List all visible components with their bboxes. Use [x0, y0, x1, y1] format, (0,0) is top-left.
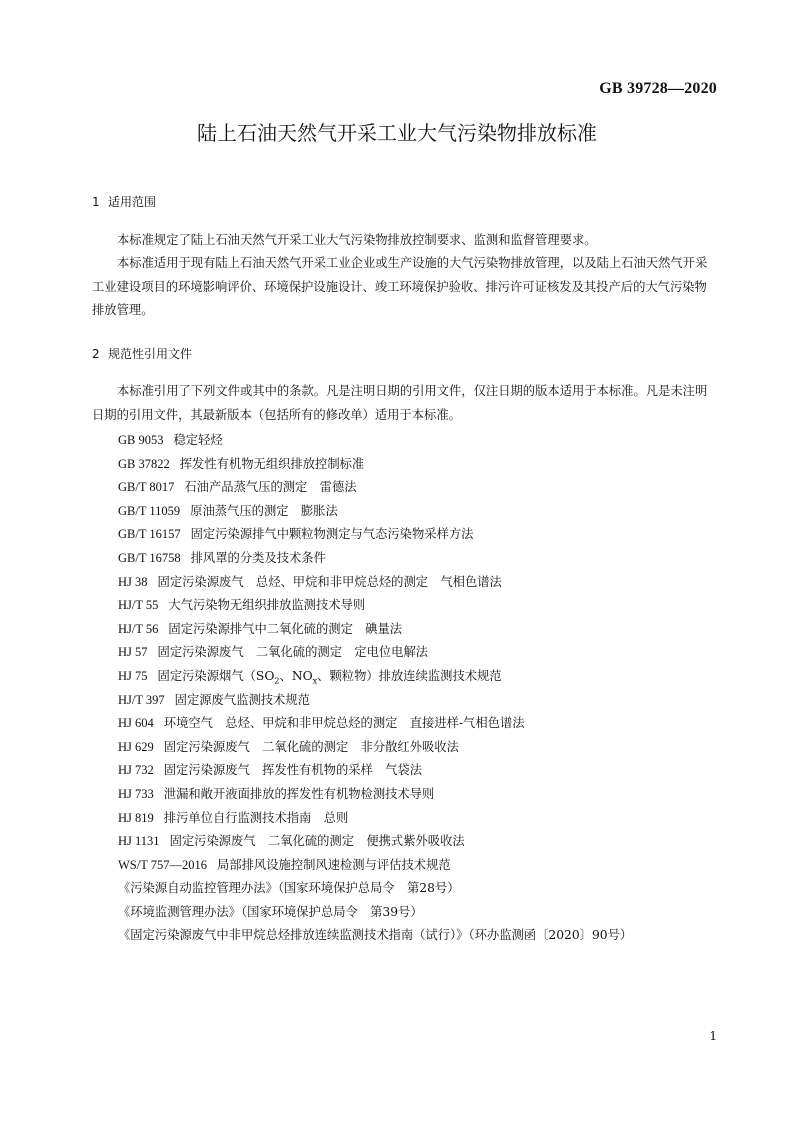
- reference-title: [157, 668, 502, 686]
- reference-title: 原油蒸气压的测定 膨胀法: [190, 503, 338, 518]
- reference-code: HJ 38: [118, 574, 148, 589]
- reference-title: 《环境监测管理办法》（国家环境保护总局令 第39号）: [118, 904, 423, 919]
- reference-code: HJ 733: [118, 786, 154, 801]
- reference-item: [118, 453, 632, 477]
- section-number: 2: [92, 347, 100, 361]
- reference-code: GB 37822: [118, 456, 170, 471]
- reference-code: HJ/T 397: [118, 692, 165, 707]
- reference-item: [118, 429, 632, 453]
- reference-item: [118, 854, 632, 878]
- reference-item: [118, 736, 632, 760]
- section-2-heading: [92, 345, 192, 362]
- section-1-heading: [92, 193, 156, 210]
- reference-code: HJ/T 55: [118, 598, 159, 613]
- reference-title-part: 固定污染源烟气（SO: [157, 668, 275, 683]
- reference-item: [118, 712, 632, 736]
- reference-title: 固定污染源废气 二氧化硫的测定 非分散红外吸收法: [163, 739, 459, 754]
- reference-title: 挥发性有机物无组织排放控制标准: [179, 456, 365, 471]
- subscript: 2: [274, 676, 280, 686]
- reference-title: 固定污染源废气 二氧化硫的测定 定电位电解法: [157, 645, 429, 660]
- reference-title: 排风罩的分类及技术条件: [190, 550, 326, 565]
- reference-title: 固定污染源废气 挥发性有机物的采样 气袋法: [163, 763, 423, 778]
- reference-title: 局部排风设施控制风速检测与评估技术规范: [217, 857, 451, 872]
- reference-item: [118, 547, 632, 571]
- reference-item: [118, 924, 632, 948]
- reference-code: GB/T 16157: [118, 527, 181, 542]
- reference-title-part: 、颗粒物）排放连续监测技术规范: [317, 668, 502, 683]
- reference-title-part: 、NO: [279, 668, 313, 683]
- section-title: 适用范围: [108, 195, 157, 209]
- reference-item: [118, 476, 632, 500]
- reference-item: [118, 500, 632, 524]
- reference-title: 《污染源自动监控管理办法》（国家环境保护总局令 第28号）: [118, 881, 460, 896]
- reference-code: GB/T 11059: [118, 503, 181, 518]
- page-number: 1: [709, 1029, 717, 1043]
- section-number: 1: [92, 195, 100, 209]
- reference-title: 环境空气 总烃、甲烷和非甲烷总烃的测定 直接进样-气相色谱法: [163, 716, 525, 731]
- reference-item: [118, 807, 632, 831]
- reference-title: 大气污染物无组织排放监测技术导则: [168, 598, 366, 613]
- document-title: 陆上石油天然气开采工业大气污染物排放标准: [197, 121, 597, 145]
- reference-item: [118, 877, 632, 901]
- reference-item: [118, 830, 632, 854]
- reference-code: HJ/T 56: [118, 621, 159, 636]
- reference-code: GB/T 8017: [118, 480, 175, 495]
- section-1-paragraph: 本标准规定了陆上石油天然气开采工业大气污染物排放控制要求、监测和监督管理要求。: [117, 233, 597, 247]
- reference-code: HJ 732: [118, 763, 154, 778]
- reference-item: [118, 759, 632, 783]
- reference-item: [118, 783, 632, 807]
- reference-code: GB/T 16758: [118, 550, 181, 565]
- reference-code: HJ 57: [118, 645, 148, 660]
- reference-code: HJ 629: [118, 739, 154, 754]
- standard-number: GB 39728—2020: [599, 80, 717, 97]
- reference-code: WS/T 757—2016: [118, 857, 208, 872]
- reference-title: 固定污染源废气 总烃、甲烷和非甲烷总烃的测定 气相色谱法: [157, 574, 502, 589]
- reference-item: [118, 523, 632, 547]
- reference-code: HJ 819: [118, 810, 154, 825]
- reference-code: GB 9053: [118, 433, 164, 447]
- section-title: 规范性引用文件: [108, 347, 193, 361]
- section-1-paragraph: 本标准适用于现有陆上石油天然气开采工业企业或生产设施的大气污染物排放管理，以及陆上石油天然气开采工业建设项目的环境影响评价、环境保护设施设计、竣工环境保护验收、排污许可证核发及其投产后的大气污染物排放管理。: [92, 256, 708, 317]
- reference-title: 固定源废气监测技术规范: [174, 692, 310, 707]
- section-2-paragraph: 本标准引用了下列文件或其中的条款。凡是注明日期的引用文件，仅注日期的版本适用于本标准。凡是未注明日期的引用文件，其最新版本（包括所有的修改单）适用于本标准。: [92, 384, 708, 422]
- reference-title: 泄漏和敞开液面排放的挥发性有机物检测技术导则: [163, 786, 435, 801]
- reference-code: HJ 1131: [118, 834, 160, 849]
- reference-code: HJ 604: [118, 716, 154, 731]
- subscript: x: [312, 676, 318, 686]
- reference-item: [118, 665, 632, 689]
- reference-code: HJ 75: [118, 668, 148, 683]
- reference-title: 《固定污染源废气中非甲烷总烃排放连续监测技术指南（试行）》（环办监测函〔2020〕90号）: [118, 928, 633, 943]
- reference-title: 稳定轻烃: [173, 433, 223, 447]
- reference-title: 石油产品蒸气压的测定 雷德法: [184, 480, 357, 495]
- reference-item: [118, 641, 632, 665]
- reference-list: [118, 429, 632, 948]
- reference-item: [118, 689, 632, 713]
- reference-title: 固定污染源排气中二氧化硫的测定 碘量法: [168, 621, 403, 636]
- reference-item: [118, 594, 632, 618]
- reference-title: 固定污染源排气中颗粒物测定与气态污染物采样方法: [190, 527, 474, 542]
- reference-title: 排污单位自行监测技术指南 总则: [163, 810, 349, 825]
- reference-title: 固定污染源废气 二氧化硫的测定 便携式紫外吸收法: [169, 834, 465, 849]
- reference-item: [118, 901, 632, 925]
- reference-item: [118, 571, 632, 595]
- reference-item: [118, 618, 632, 642]
